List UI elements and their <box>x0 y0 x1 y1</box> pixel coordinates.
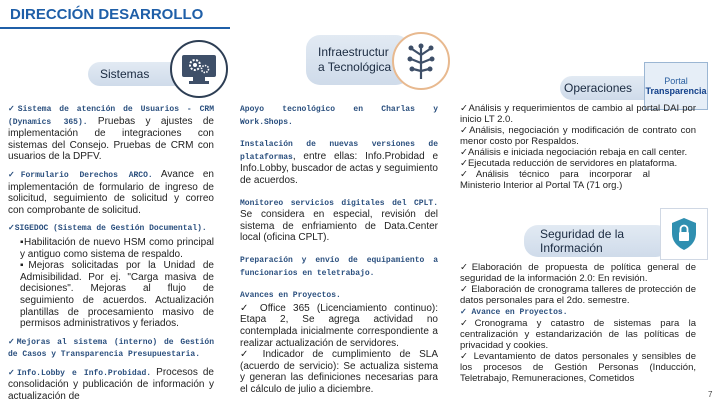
lobby-text: Procesos de consolidación y publicación de información y actualización de <box>8 366 214 403</box>
seg-proyecto-item: ✓ Levantamiento de datos personales y sensibles de los procesos de Gestión Personas (Inducción, Teletrabajo, Remuneraciones, Cometidos <box>460 351 696 384</box>
instalacion-heading: Instalación de nuevas versiones de plataformas <box>240 140 438 162</box>
seg-proyectos-heading: ✓ Avance en Proyectos. <box>460 308 568 317</box>
seguridad-label-line1: Seguridad de la <box>540 227 625 241</box>
monitoreo-text: Se considera en especial, revisión del sistema de enfriamiento de Data.Center local (oficina CPLT). <box>240 209 438 244</box>
seguridad-column <box>460 262 696 384</box>
infra-item-monitoreo <box>240 197 438 244</box>
section-sistemas-label: Sistemas <box>88 62 220 86</box>
infra-proyecto-item: ✓ Office 365 (Licenciamiento continuo): Etapa 2, Se agrega actividad no contemplada inicialmente correspondiente a realizar actualización de servidores. <box>240 302 438 349</box>
sistemas-item-sigedoc <box>8 222 214 235</box>
shield-lock-icon <box>660 208 708 260</box>
crm-text: Pruebas y ajustes de implementación de integraciones con sistemas del Consejo. Pruebas de CRM con usuarios de la DPFV. <box>8 115 214 163</box>
section-seguridad-label <box>524 225 670 257</box>
sistemas-item-casos <box>8 336 214 361</box>
ops-item: ✓Ejecutada reducción de servidores en plataforma. <box>460 158 678 169</box>
lobby-heading: ✓Info.Lobby e Info.Probidad. <box>8 368 152 378</box>
infra-item-equipamiento <box>240 254 438 279</box>
sistemas-item-lobby <box>8 367 214 403</box>
page-number: 7 <box>708 390 713 399</box>
ops-item: ✓Análisis y requerimientos de cambio al portal DAI por inicio LT 2.0. <box>460 103 696 125</box>
portal-logo-line2: Transparencia <box>645 86 707 96</box>
sigedoc-item: ▪Habilitación de nuevo HSM como principal y antiguo como sistema de respaldo. <box>20 236 214 260</box>
section-operaciones-label: Operaciones <box>560 76 660 100</box>
seguridad-label-line2: Información <box>540 241 603 255</box>
seg-item-cronograma: ✓ Elaboración de cronograma talleres de protección de datos personales para el 2do. semestre. <box>460 284 696 306</box>
ops-item: ✓Análisis técnico para incorporar al Ministerio Interior al Portal TA (71 org.) <box>460 169 650 191</box>
sistemas-column <box>8 103 214 409</box>
ops-item: ✓Análisis, negociación y modificación de contrato con menor costo por Respaldos. <box>460 125 696 147</box>
infra-column <box>240 103 438 395</box>
title-underline <box>0 27 230 29</box>
sigedoc-item: ▪Mejoras solicitadas por la Unidad de Admisibilidad. Por ej. "Carga masiva de decisiones". Mejoras al flujo de seguimiento de acuerdos. Actualización plantillas de procesamiento masivo de permisos administrativos y feriados. <box>20 260 214 330</box>
instalacion-text: , entre ellas: Info.Probidad e Info.Lobby, buscador de actas y seguimiento de acuerdos. <box>240 150 438 186</box>
ops-item: ✓Análisis e iniciada negociación rebaja en call center. <box>460 147 688 158</box>
equipamiento-heading: Preparación y envío de equipamiento a funcionarios en teletrabajo. <box>240 255 438 278</box>
sigedoc-heading: ✓SIGEDOC (Sistema de Gestión Documental). <box>8 224 207 234</box>
sigedoc-list <box>20 237 214 330</box>
proyectos-heading: Avances en Proyectos. <box>240 291 341 301</box>
seg-item-politica: ✓Elaboración de propuesta de política general de seguridad de la información 2.0: En revisión. <box>460 262 696 284</box>
sistemas-item-crm <box>8 103 214 163</box>
charlas-heading: Apoyo tecnológico en Charlas y Work.Shops. <box>240 105 438 127</box>
sistemas-item-arco <box>8 169 214 216</box>
arco-heading: ✓Formulario Derechos ARCO. <box>8 170 153 180</box>
crm-heading: ✓Sistema de atención de Usuarios - CRM (Dynamics 365). <box>8 105 214 127</box>
infra-label-line1: Infraestructur <box>318 45 389 59</box>
circuit-tree-icon <box>392 32 450 90</box>
seg-proyecto-item: ✓Cronograma y catastro de sistemas para la centralización y estandarización de las políticas de privacidad y cookies. <box>460 318 696 351</box>
operaciones-column <box>460 103 696 191</box>
seg-item-proyectos <box>460 306 696 318</box>
infra-label-line2: a Tecnológica <box>318 60 392 74</box>
infra-proyectos-list <box>240 303 438 396</box>
portal-logo-line1: Portal <box>664 76 688 86</box>
infra-item-charlas <box>240 103 438 128</box>
casos-heading: ✓Mejoras al sistema (interno) de Gestión de Casos y Transparencia Presupuestaria. <box>8 337 214 360</box>
arco-text: Avance en implementación de formulario de ingreso de solicitud, seguimiento de solicitud y correo con comprobante de solicitud. <box>8 168 214 216</box>
page-title: DIRECCIÓN DESARROLLO <box>10 6 204 23</box>
monitor-gears-icon <box>170 40 228 98</box>
infra-item-proyectos <box>240 289 438 302</box>
infra-proyecto-item: ✓ Indicador de cumplimiento de SLA (acuerdo de servicio): Se actualiza sistema y generan las definiciones necesarias para el cálculo de julio a diciembre. <box>240 349 438 395</box>
monitoreo-heading: Monitoreo servicios digitales del CPLT. <box>240 198 438 208</box>
infra-item-instalacion <box>240 138 438 186</box>
